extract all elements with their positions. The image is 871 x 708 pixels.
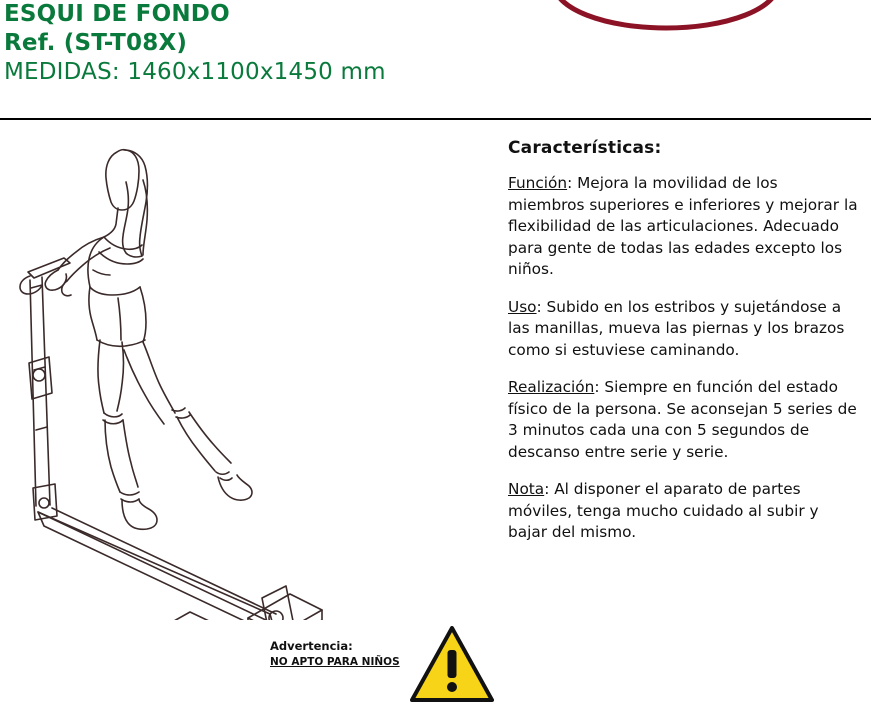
- document-header: [0, 0, 871, 112]
- warning-label: Advertencia:: [270, 639, 353, 653]
- paragraph-lead: Nota: [508, 480, 545, 499]
- paragraph-text: : Al disponer el aparato de partes móviles, tenga mucho cuidado al subir y bajar del mismo.: [508, 480, 819, 542]
- paragraph-lead: Función: [508, 174, 568, 193]
- main-content: [0, 120, 871, 687]
- warning-block: [270, 628, 500, 698]
- characteristics-column: [508, 138, 858, 560]
- product-title: ESQUI DE FONDO: [4, 1, 230, 27]
- paragraph-text: : Subido en los estribos y sujetándose a las manillas, mueva las piernas y los brazos como si estuviese caminando.: [508, 297, 845, 359]
- paragraph-funcion: [508, 173, 858, 281]
- paragraph-lead: Realización: [508, 378, 595, 397]
- company-logo: [551, 0, 781, 52]
- paragraph-lead: Uso: [508, 297, 537, 316]
- warning-text: [270, 638, 400, 670]
- paragraph-uso: [508, 297, 858, 362]
- cross-country-ski-machine-illustration: [0, 120, 480, 620]
- paragraph-text: : Mejora la movilidad de los miembros superiores e inferiores y mejorar la flexibilidad de las articulaciones. Adecuado para gente de todas las edades excepto los niños.: [508, 174, 858, 279]
- paragraph-nota: [508, 479, 858, 544]
- paragraph-text: : Siempre en función del estado físico de la persona. Se aconsejan 5 series de 3 minutos cada una con 5 segundos de descanso entre serie y serie.: [508, 378, 857, 461]
- warning-triangle-icon: [410, 626, 494, 704]
- title-block: [4, 0, 386, 87]
- paragraph-realizacion: [508, 377, 858, 463]
- product-measures: MEDIDAS: 1460x1100x1450 mm: [4, 59, 386, 85]
- product-reference: Ref. (ST-T08X): [4, 30, 188, 56]
- characteristics-heading: Características:: [508, 138, 662, 158]
- warning-message: NO APTO PARA NIÑOS: [270, 656, 400, 668]
